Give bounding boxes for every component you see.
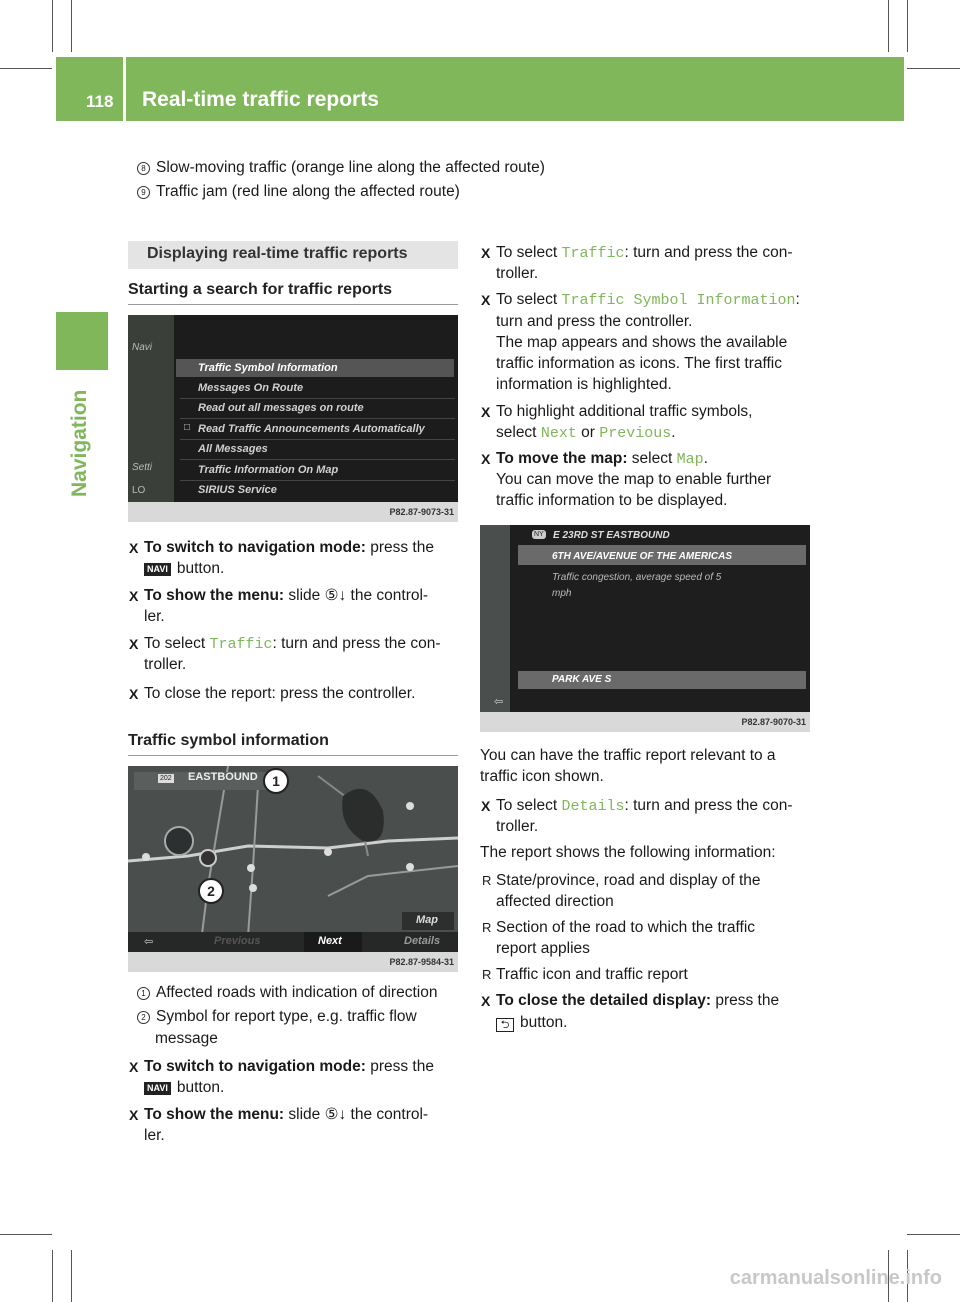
bullet-text: Traffic icon and traffic report <box>496 966 688 983</box>
previous-button: Previous <box>214 935 261 947</box>
legend-item: 2 Symbol for report type, e.g. traffic flow <box>137 1006 417 1027</box>
step-arrow: X <box>481 292 491 308</box>
legend-item: 1 Affected roads with indication of direction <box>137 982 437 1003</box>
step-text: troller. <box>144 656 187 673</box>
back-button-icon: ⮌ <box>496 1018 514 1032</box>
step-text: To switch to navigation mode: press the <box>144 1058 434 1075</box>
step-arrow: X <box>481 245 491 261</box>
step-text: traffic information to be displayed. <box>496 492 728 509</box>
step-text: troller. <box>496 818 539 835</box>
step-text: The map appears and shows the available <box>496 334 788 351</box>
step-arrow: X <box>481 993 491 1009</box>
step-text: troller. <box>496 265 539 282</box>
step-text: To select Traffic: turn and press the con- <box>144 635 441 653</box>
screenshot-caption: P82.87-9070-31 <box>741 717 806 727</box>
legend-item: 8 Slow-moving traffic (orange line along the affected route) <box>137 157 545 178</box>
subheading: Starting a search for traffic reports <box>128 281 393 298</box>
screenshot-caption: P82.87-9584-31 <box>389 957 454 967</box>
screenshot-caption-bar <box>128 952 458 972</box>
bullet-text: report applies <box>496 940 590 957</box>
paragraph: The report shows the following information: <box>480 844 776 861</box>
callout-marker: 2 <box>198 878 224 904</box>
page-number: 118 <box>86 92 114 111</box>
menu-item: Read Traffic Announcements Automatically <box>198 423 425 435</box>
page-title: Real-time traffic reports <box>142 88 379 111</box>
step-text: ler. <box>144 1127 165 1144</box>
route-label: E 23RD ST EASTBOUND <box>553 530 670 541</box>
menu-item: All Messages <box>198 443 268 455</box>
screenshot-caption-bar <box>480 712 810 732</box>
watermark: carmanualsonline.info <box>729 1267 942 1289</box>
bullet-marker: R <box>482 873 492 888</box>
bullet-text: Section of the road to which the traffic <box>496 919 756 936</box>
step-arrow: X <box>129 636 139 652</box>
legend-item: 9 Traffic jam (red line along the affected route) <box>137 181 460 202</box>
route-badge: NY <box>534 531 544 538</box>
step-text: ler. <box>144 608 165 625</box>
step-text: You can move the map to enable further <box>496 471 772 488</box>
step-arrow: X <box>481 404 491 420</box>
controller-icon: ⑤↓ <box>324 1106 347 1123</box>
side-tab-marker <box>56 312 108 370</box>
step-text: To move the map: select Map. <box>496 450 708 468</box>
legend-item-cont: message <box>155 1030 218 1047</box>
section-heading: Displaying real-time traffic reports <box>147 245 408 262</box>
step-text: turn and press the controller. <box>496 313 693 330</box>
step-text: To select Traffic: turn and press the con- <box>496 244 793 262</box>
traffic-item: PARK AVE S <box>552 674 612 685</box>
screenshot-traffic-menu: Navi Setti LO <box>128 315 458 522</box>
step-arrow: X <box>129 1059 139 1075</box>
menu-item: Read out all messages on route <box>198 402 364 414</box>
navi-button-icon: NAVI <box>144 563 171 576</box>
step-text: traffic information as icons. The first traffic <box>496 355 783 372</box>
step-text: ⮌ button. <box>496 1012 567 1033</box>
menu-item: Messages On Route <box>198 382 304 394</box>
menu-item: Traffic Information On Map <box>198 464 339 476</box>
step-text: To select Traffic Symbol Information: <box>496 291 800 309</box>
step-text: To close the detailed display: press the <box>496 992 780 1009</box>
step-arrow: X <box>481 451 491 467</box>
controller-icon: ⑤↓ <box>324 587 347 604</box>
route-badge: 202 <box>160 775 172 782</box>
checkbox-icon: □ <box>184 422 191 433</box>
screenshot-caption: P82.87-9073-31 <box>389 507 454 517</box>
step-text: To show the menu: slide ⑤↓ the control- <box>144 1106 429 1123</box>
step-text: To show the menu: slide ⑤↓ the control- <box>144 587 429 604</box>
back-icon: ⇦ <box>494 696 504 708</box>
menu-item: Traffic Symbol Information <box>198 362 338 374</box>
navi-button-icon: NAVI <box>144 1082 171 1095</box>
side-tab-label: Navigation <box>68 389 91 497</box>
bullet-marker: R <box>482 920 492 935</box>
step-text: To highlight additional traffic symbols, <box>496 403 753 420</box>
step-text: NAVI button. <box>144 558 224 579</box>
callout-marker: 1 <box>263 768 289 794</box>
step-text: NAVI button. <box>144 1077 224 1098</box>
paragraph: You can have the traffic report relevant to a <box>480 747 776 764</box>
screenshot-caption-bar <box>128 502 458 522</box>
step-arrow: X <box>129 540 139 556</box>
back-icon: ⇦ <box>144 936 154 948</box>
header-separator <box>123 57 126 121</box>
step-text: information is highlighted. <box>496 376 672 393</box>
divider <box>128 755 458 756</box>
subheading: Traffic symbol information <box>128 732 329 749</box>
traffic-item: 6TH AVE/AVENUE OF THE AMERICAS <box>552 551 733 562</box>
bullet-marker: R <box>482 967 492 982</box>
step-text: To close the report: press the controller. <box>144 685 416 702</box>
divider <box>128 304 458 305</box>
step-text: select Next or Previous. <box>496 424 676 442</box>
step-text: To select Details: turn and press the con- <box>496 797 793 815</box>
traffic-detail: mph <box>552 588 572 599</box>
next-button: Next <box>318 935 342 947</box>
step-arrow: X <box>481 798 491 814</box>
step-text: To switch to navigation mode: press the <box>144 539 434 556</box>
menu-item: SIRIUS Service <box>198 484 277 496</box>
paragraph: traffic icon shown. <box>480 768 604 785</box>
step-arrow: X <box>129 1107 139 1123</box>
map-street-label: EASTBOUND <box>188 771 258 783</box>
step-arrow: X <box>129 686 139 702</box>
traffic-detail: Traffic congestion, average speed of 5 <box>552 572 722 583</box>
map-button: Map <box>416 914 438 926</box>
details-button: Details <box>404 935 441 947</box>
bullet-text: affected direction <box>496 893 614 910</box>
step-arrow: X <box>129 588 139 604</box>
bullet-text: State/province, road and display of the <box>496 872 761 889</box>
